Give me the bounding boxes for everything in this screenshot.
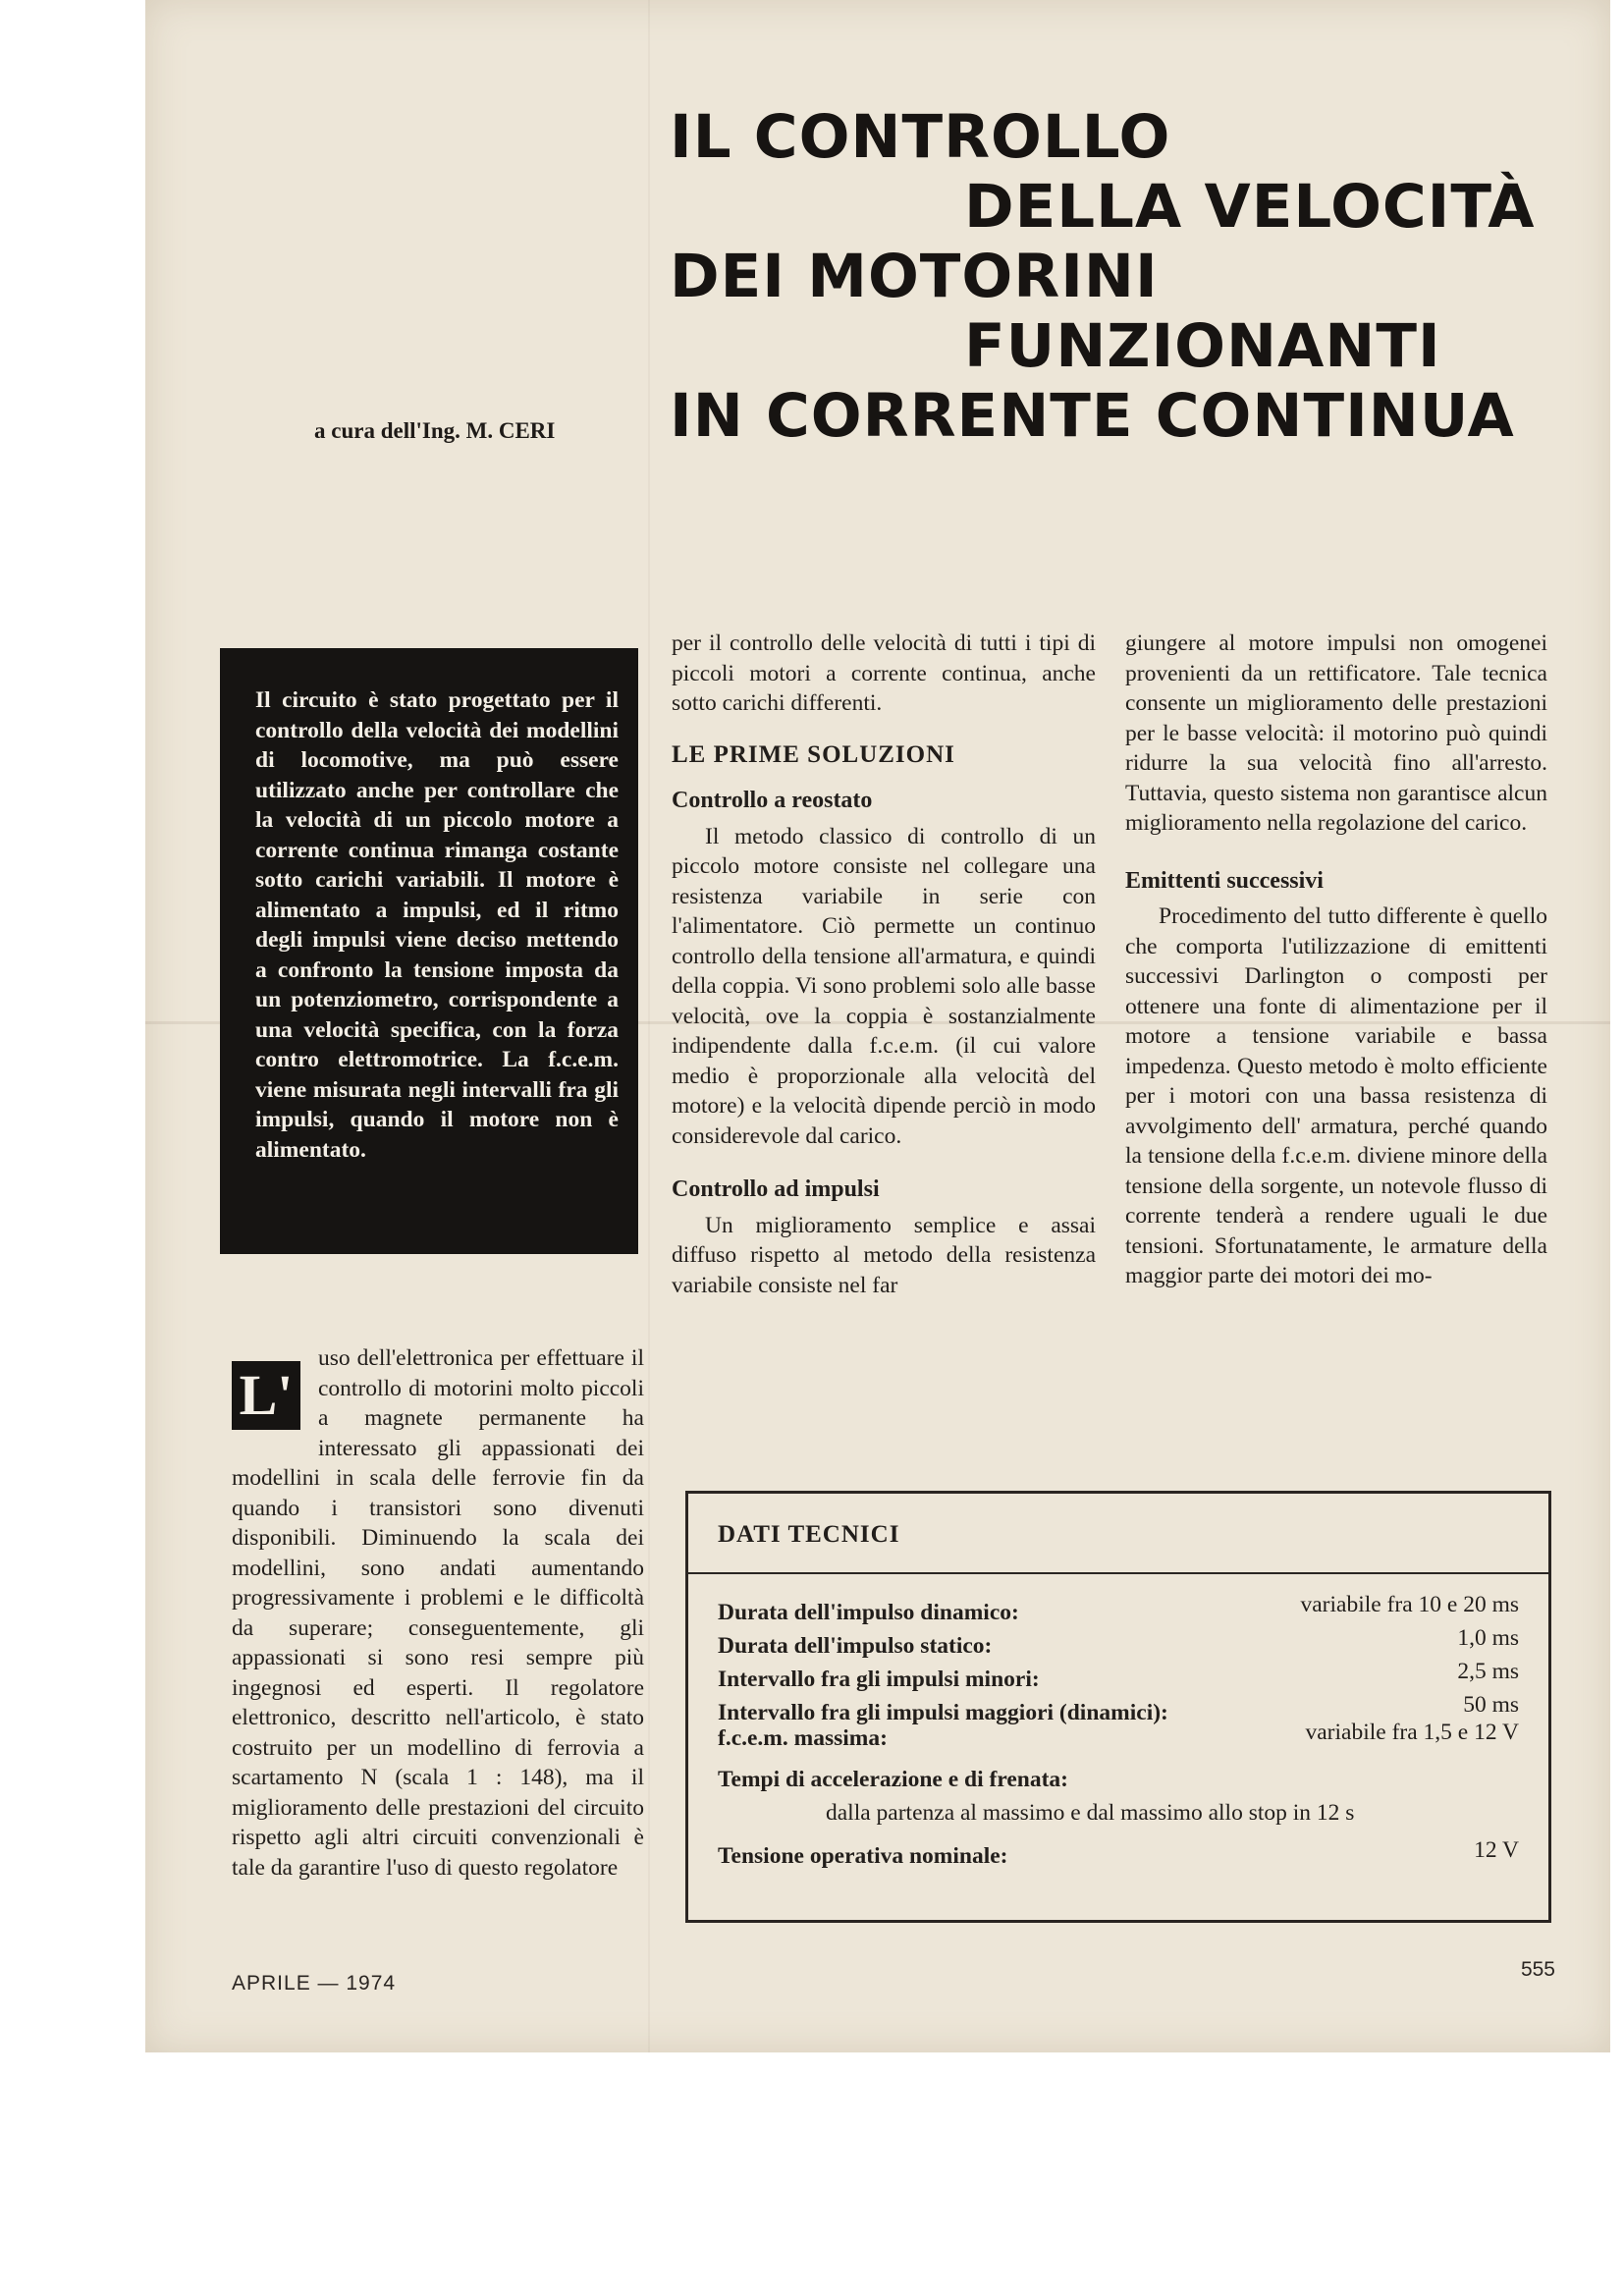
column-2-paragraph-3: Un miglioramento semplice e assai diffuso rispetto al metodo della resistenza variabile consiste nel far — [672, 1212, 1096, 1298]
title-line-5: IN CORRENTE CONTINUA — [670, 381, 1515, 451]
spec-label: f.c.e.m. massima: — [718, 1725, 888, 1751]
spec-label: Intervallo fra gli impulsi minori: — [718, 1667, 1040, 1692]
spec-row-tensione-operativa — [718, 1837, 1519, 1871]
title-line-2: DELLA VELOCITÀ — [964, 172, 1536, 242]
spec-label: Tensione operativa nominale: — [718, 1843, 1008, 1869]
paper-fold-vertical — [648, 0, 650, 2052]
subheading-emittenti-successivi: Emittenti successivi — [1125, 867, 1324, 894]
column-3-paragraph-2: Procedimento del tutto differente è quello che comporta l'utilizzazione di emittenti successivi Darlington o composti per ottenere una fonte di alimentazione per il motore a tensione variabile e bassa impedenza. Questo metodo è molto efficiente per i motori con una bassa resistenza di avvolgimento dell' armatura, perché quando la tensione della f.c.e.m. diviene minore della tensione della sorgente, un notevole flusso di corrente tenderà a rendere uguali le due tensioni. Sfortunatamente, le armature della maggior parte dei motori dei mo- — [1125, 903, 1547, 1288]
article-title — [670, 102, 1553, 451]
subheading-controllo-impulsi: Controllo ad impulsi — [672, 1176, 880, 1202]
title-line-1: IL CONTROLLO — [670, 102, 1171, 172]
column-2-paragraph-1: per il controllo delle velocità di tutti i tipi di piccoli motori a corrente continua, anche sotto carichi differenti. — [672, 630, 1096, 716]
spec-value: 12 V — [1474, 1837, 1519, 1863]
spec-label: Durata dell'impulso dinamico: — [718, 1600, 1019, 1625]
subheading-controllo-reostato: Controllo a reostato — [672, 788, 873, 813]
spec-value: variabile fra 10 e 20 ms — [1300, 1592, 1519, 1617]
column-1 — [232, 1343, 644, 1883]
drop-cap: L' — [232, 1361, 300, 1430]
spec-label: Durata dell'impulso statico: — [718, 1633, 993, 1659]
spec-row-accelerazione-detail — [718, 1800, 1519, 1833]
byline: a cura dell'Ing. M. CERI — [314, 418, 556, 443]
spec-value: 50 ms — [1463, 1692, 1519, 1718]
spec-row-impulso-statico — [718, 1625, 1519, 1659]
dati-tecnici-heading: DATI TECNICI — [688, 1494, 1548, 1574]
spec-label: Intervallo fra gli impulsi maggiori (dinamici): — [718, 1700, 1168, 1725]
spec-sub-value: dalla partenza al massimo e dal massimo allo stop in 12 s — [826, 1800, 1355, 1826]
spec-value: variabile fra 1,5 e 12 V — [1305, 1720, 1519, 1745]
spec-value: 2,5 ms — [1457, 1659, 1519, 1684]
dati-tecnici-box — [685, 1491, 1551, 1923]
spec-row-intervallo-minori — [718, 1659, 1519, 1692]
column-2-paragraph-2: Il metodo classico di controllo di un piccolo motore consiste nel collegare una resistenza variabile in serie con l'alimentatore. Ciò permette un continuo controllo della tensione all'armatura, e quindi della coppia. Vi sono problemi solo alle basse velocità, ove la coppia è sostanzialmente indipendente dalla f.c.e.m. (il cui valore medio è proporzionale alla velocità del motore) e la velocità dipende perciò in modo considerevole dal carico. — [672, 823, 1096, 1149]
column-1-text: uso dell'elettronica per effettuare il controllo di motorini molto piccoli a magnete permanente ha interessato gli appassionati dei modellini in scala delle ferrovie fin da quando i transistori sono divenuti disponibili. Diminuendo la scala dei modellini, sono andati aumentando progressivamente i problemi e le difficoltà da superare; conseguentemente, gli appassionati si sono resi sempre più ingegnosi ed esperti. Il regolatore elettronico, descritto nell'articolo, è stato costruito per un modellino di ferrovia a scartamento N (scala 1 : 148), ma il miglioramento delle prestazioni del circuito rispetto agli altri circuiti convenzionali è tale da garantire l'uso di questo regolatore — [232, 1345, 644, 1881]
section-heading-prime-soluzioni: LE PRIME SOLUZIONI — [672, 740, 955, 768]
title-line-3: DEI MOTORINI — [670, 242, 1159, 311]
column-2 — [672, 629, 1096, 1300]
spec-row-fcem-massima — [718, 1720, 1519, 1759]
spec-row-accelerazione — [718, 1767, 1519, 1800]
spec-row-impulso-dinamico — [718, 1592, 1519, 1625]
issue-date: APRILE — 1974 — [232, 1972, 397, 1995]
spec-value: 1,0 ms — [1457, 1625, 1519, 1651]
intro-box: Il circuito è stato progettato per il controllo della velocità dei modellini di locomotive, ma può essere utilizzato anche per controllare che la velocità di un piccolo motore a corrente continua rimanga costante sotto carichi variabili. Il motore è alimentato a impulsi, ed il ritmo degli impulsi viene deciso mettendo a confronto la tensione imposta da un potenziometro, corrispondente a una velocità specifica, con la forza contro elettromotrice. La f.c.e.m. viene misurata negli intervalli fra gli impulsi, quando il motore non è alimentato. — [220, 648, 638, 1254]
spec-label: Tempi di accelerazione e di frenata: — [718, 1767, 1068, 1792]
column-3 — [1125, 629, 1547, 1291]
title-line-4: FUNZIONANTI — [964, 311, 1441, 381]
column-3-paragraph-1: giungere al motore impulsi non omogenei provenienti da un rettificatore. Tale tecnica consente un miglioramento delle prestazioni per le basse velocità: il motorino può quindi ridurre la sua velocità fino all'arresto. Tuttavia, questo sistema non garantisce alcun miglioramento nella regolazione del carico. — [1125, 630, 1547, 836]
page-number: 555 — [1520, 1958, 1555, 1981]
